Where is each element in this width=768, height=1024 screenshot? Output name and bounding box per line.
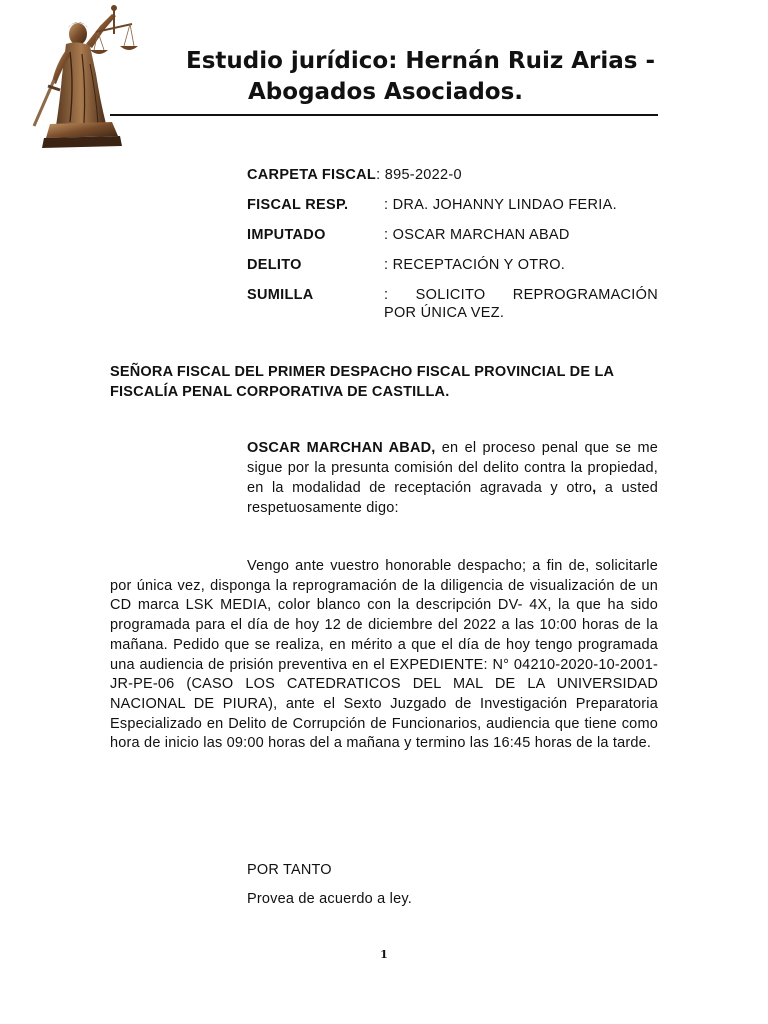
- delito-value: : RECEPTACIÓN Y OTRO.: [384, 257, 566, 273]
- intro-comma: ,: [592, 480, 597, 496]
- imputado-label: IMPUTADO: [247, 227, 326, 243]
- case-row-imputado: [247, 226, 658, 256]
- fiscal-value: : DRA. JOHANNY LINDAO FERIA.: [384, 197, 617, 213]
- case-row-sumilla: [247, 286, 658, 321]
- firm-title-line2: Abogados Asociados.: [248, 79, 524, 105]
- carpeta-value: : 895-2022-0: [376, 167, 462, 183]
- intro-name: OSCAR MARCHAN ABAD,: [247, 440, 436, 456]
- fiscal-label: FISCAL RESP.: [247, 197, 349, 213]
- provea: Provea de acuerdo a ley.: [247, 891, 412, 907]
- intro-paragraph: [247, 438, 658, 518]
- carpeta-label: CARPETA FISCAL: [247, 167, 377, 183]
- intro-text-part2: a usted respetuosamente digo:: [247, 480, 658, 516]
- imputado-value: : OSCAR MARCHAN ABAD: [384, 227, 570, 243]
- case-info: [247, 166, 658, 321]
- body-text: Vengo ante vuestro honorable despacho; a fin de, solicitarle por única vez, disponga la reprogramación de la diligencia de visualización de un CD marca LSK MEDIA, color blanco con la descripción DV- 4X, la que ha sido programada para el día de hoy 12 de diciembre del 2022 a las 10:00 horas de la mañana. Pedido que se realiza, en mérito a que el día de hoy tengo programada una audiencia de prisión preventiva en el EXPEDIENTE: N° 04210-2020-10-2001-JR-PE-06 (CASO LOS CATEDRATICOS DEL MAL DE LA UNIVERSIDAD NACIONAL DE PIURA), ante el Sexto Juzgado de Investigación Preparatoria Especializado en Delito de Corrupción de Funcionarios, audiencia que tiene como hora de inicio las 09:00 horas del a mañana y termino las 16:45 horas de la tarde.: [110, 558, 658, 752]
- delito-label: DELITO: [247, 257, 302, 273]
- header-divider: [110, 114, 658, 116]
- case-row-delito: [247, 256, 658, 286]
- body-paragraph: [110, 557, 658, 754]
- addressee: SEÑORA FISCAL DEL PRIMER DESPACHO FISCAL PROVINCIAL DE LA FISCALÍA PENAL CORPORATIVA DE CASTILLA.: [110, 364, 614, 400]
- firm-title: [110, 46, 658, 108]
- sumilla-value-line1: : SOLICITO REPROGRAMACIÓN: [384, 287, 658, 303]
- case-row-carpeta: [247, 166, 658, 196]
- case-row-fiscal: [247, 196, 658, 226]
- sumilla-label: SUMILLA: [247, 287, 314, 303]
- intro-text-part1: en el proceso penal que se me sigue por la presunta comisión del delito contra la propiedad, en la modalidad de receptación agravada y otro: [247, 440, 658, 496]
- firm-title-line1: Estudio jurídico: Hernán Ruiz Arias -: [186, 48, 656, 74]
- sumilla-value-line2: POR ÚNICA VEZ.: [384, 305, 505, 321]
- sumilla-value: [384, 286, 658, 322]
- page-number: 1: [380, 948, 388, 961]
- por-tanto: POR TANTO: [247, 862, 332, 878]
